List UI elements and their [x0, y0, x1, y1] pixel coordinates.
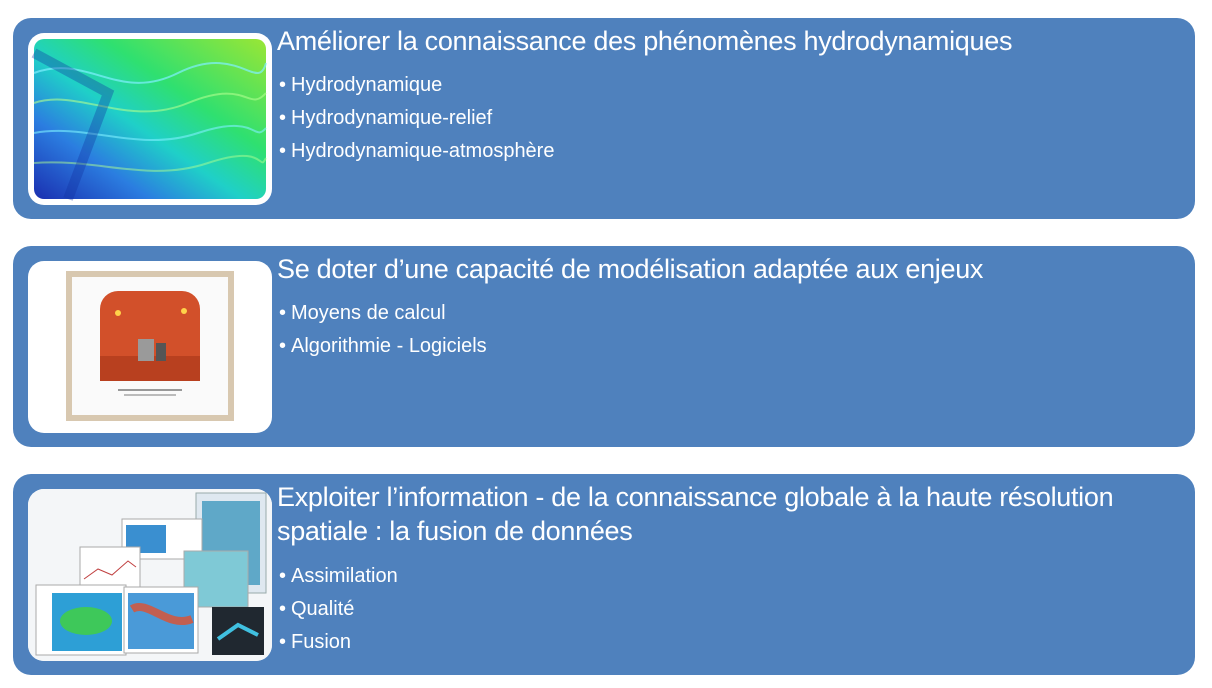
list-item: • Hydrodynamique-relief [279, 107, 493, 129]
list-item: • Algorithmie - Logiciels [279, 335, 487, 357]
bullet-list [279, 560, 398, 659]
list-item: • Moyens de calcul [279, 302, 446, 324]
list-item: • Fusion [279, 631, 352, 653]
panel-title: Se doter d’une capacité de modélisation adaptée aux enjeux [277, 254, 984, 284]
list-item: • Assimilation [279, 565, 398, 587]
hydrodynamic-map-image [28, 33, 272, 205]
software-screenshots-collage-image [28, 489, 272, 661]
list-item: • Qualité [279, 598, 355, 620]
panel-title: Exploiter l’information - de la connaissance globale à la haute résolution spatiale : la fusion de données [277, 482, 1114, 546]
panel-modeling [13, 246, 1195, 447]
panel-title: Améliorer la connaissance des phénomènes hydrodynamiques [277, 26, 1013, 56]
panel-data-fusion [13, 474, 1195, 675]
bullet-list [279, 69, 554, 168]
bullet-list [279, 297, 487, 363]
framed-illustration-image [28, 261, 272, 433]
panel-hydrodynamics [13, 18, 1195, 219]
list-item: • Hydrodynamique [279, 74, 443, 96]
list-item: • Hydrodynamique-atmosphère [279, 140, 555, 162]
